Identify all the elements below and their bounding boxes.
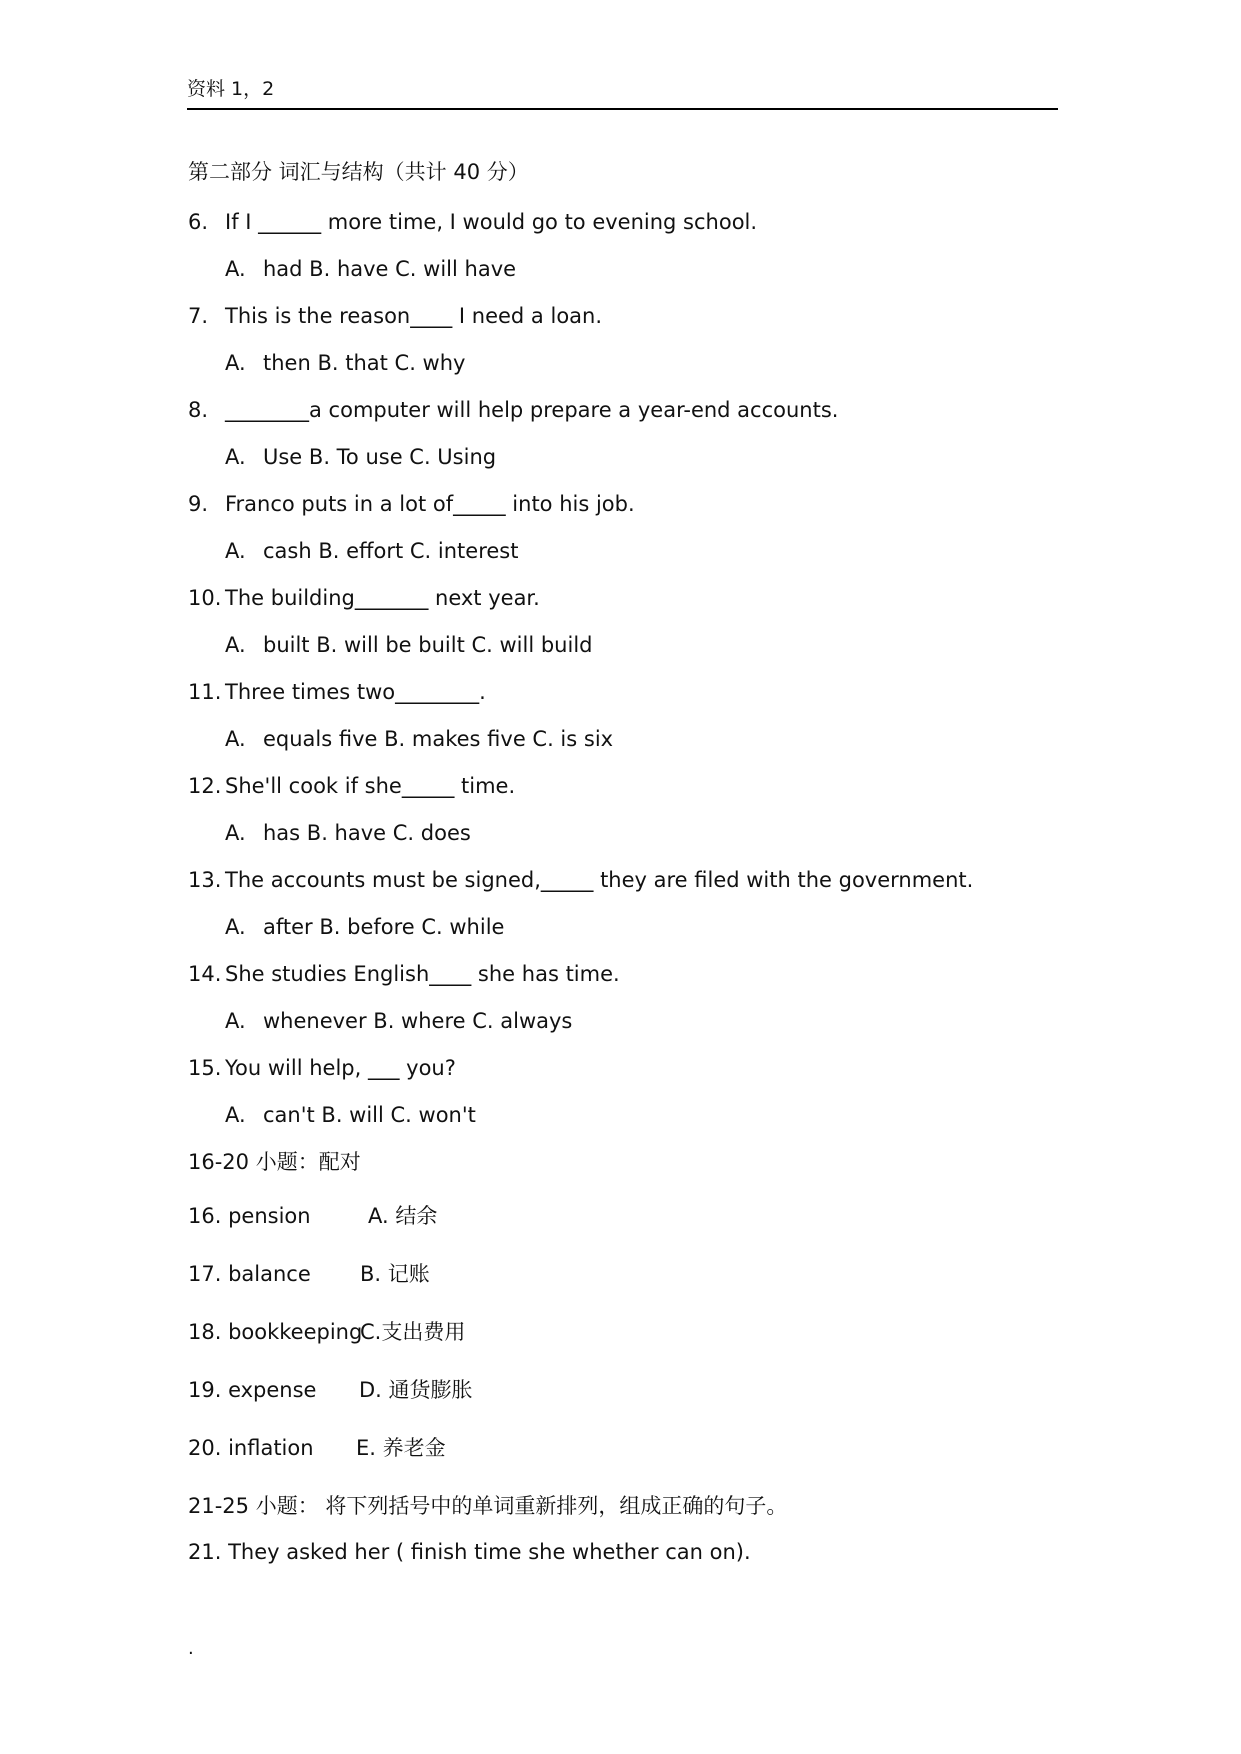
options-7 (225, 349, 1058, 377)
option-text: cash B. effort C. interest (263, 539, 519, 563)
question-7 (188, 302, 1058, 330)
question-11 (188, 678, 1058, 706)
question-10 (188, 584, 1058, 612)
match-word: 20. inflation (188, 1436, 314, 1460)
match-item-18 (188, 1318, 1058, 1346)
options-14 (225, 1007, 1058, 1035)
option-label: A. (225, 915, 246, 939)
option-text: after B. before C. while (263, 915, 505, 939)
match-word: 19. expense (188, 1378, 317, 1402)
document-body (188, 150, 1058, 1585)
option-label: A. (225, 727, 246, 751)
match-meaning: B. 记账 (360, 1262, 430, 1286)
header-divider (187, 108, 1058, 110)
matching-title: 16-20 小题：配对 (188, 1150, 361, 1174)
question-13 (188, 866, 1058, 894)
option-label: A. (225, 1009, 246, 1033)
question-number: 12. (188, 774, 222, 798)
page-header: 资料 1，2 (187, 78, 275, 100)
options-13 (225, 913, 1058, 941)
question-8 (188, 396, 1058, 424)
match-word: 16. pension (188, 1204, 311, 1228)
options-10 (225, 631, 1058, 659)
options-6 (225, 255, 1058, 283)
footer-mark: . (188, 1638, 194, 1659)
options-15 (225, 1101, 1058, 1129)
question-21: 21. They asked her ( finish time she whether can on). (188, 1540, 751, 1564)
reorder-title: 21-25 小题： 将下列括号中的单词重新排列，组成正确的句子。 (188, 1494, 788, 1518)
option-text: equals five B. makes five C. is six (263, 727, 614, 751)
option-label: A. (225, 445, 246, 469)
question-14 (188, 960, 1058, 988)
option-text: built B. will be built C. will build (263, 633, 593, 657)
section-title: 第二部分 词汇与结构（共计 40 分） (188, 160, 529, 184)
question-number: 11. (188, 680, 222, 704)
match-meaning: C.支出费用 (360, 1320, 466, 1344)
question-12 (188, 772, 1058, 800)
question-number: 14. (188, 962, 222, 986)
question-9 (188, 490, 1058, 518)
match-word: 17. balance (188, 1262, 311, 1286)
match-word: 18. bookkeeping (188, 1320, 363, 1344)
match-meaning: A. 结余 (368, 1204, 438, 1228)
question-15 (188, 1054, 1058, 1082)
match-item-17 (188, 1260, 1058, 1288)
option-label: A. (225, 1103, 246, 1127)
question-text: Franco puts in a lot of_____ into his job. (225, 492, 635, 516)
question-text: She studies English____ she has time. (225, 962, 620, 986)
question-text: The building_______ next year. (225, 586, 540, 610)
question-text: She'll cook if she_____ time. (225, 774, 516, 798)
question-text: The accounts must be signed,_____ they are filed with the government. (225, 868, 974, 892)
question-6 (188, 208, 1058, 236)
question-number: 6. (188, 210, 209, 234)
question-text: This is the reason____ I need a loan. (225, 304, 603, 328)
match-meaning: E. 养老金 (356, 1436, 446, 1460)
question-text: If I ______ more time, I would go to evening school. (225, 210, 758, 234)
option-label: A. (225, 539, 246, 563)
question-number: 7. (188, 304, 209, 328)
match-item-19 (188, 1376, 1058, 1404)
option-text: then B. that C. why (263, 351, 466, 375)
question-text: You will help, ___ you? (225, 1056, 456, 1080)
question-number: 8. (188, 398, 209, 422)
question-number: 13. (188, 868, 222, 892)
option-text: whenever B. where C. always (263, 1009, 573, 1033)
option-text: Use B. To use C. Using (263, 445, 497, 469)
question-number: 15. (188, 1056, 222, 1080)
option-label: A. (225, 351, 246, 375)
option-text: had B. have C. will have (263, 257, 517, 281)
option-label: A. (225, 821, 246, 845)
question-text: Three times two________. (225, 680, 486, 704)
options-9 (225, 537, 1058, 565)
options-8 (225, 443, 1058, 471)
option-text: has B. have C. does (263, 821, 471, 845)
question-number: 9. (188, 492, 209, 516)
match-meaning: D. 通货膨胀 (359, 1378, 473, 1402)
option-text: can't B. will C. won't (263, 1103, 476, 1127)
options-11 (225, 725, 1058, 753)
question-text: ________a computer will help prepare a year-end accounts. (225, 398, 839, 422)
option-label: A. (225, 257, 246, 281)
option-label: A. (225, 633, 246, 657)
question-number: 10. (188, 586, 222, 610)
match-item-16 (188, 1202, 1058, 1230)
match-item-20 (188, 1434, 1058, 1462)
options-12 (225, 819, 1058, 847)
